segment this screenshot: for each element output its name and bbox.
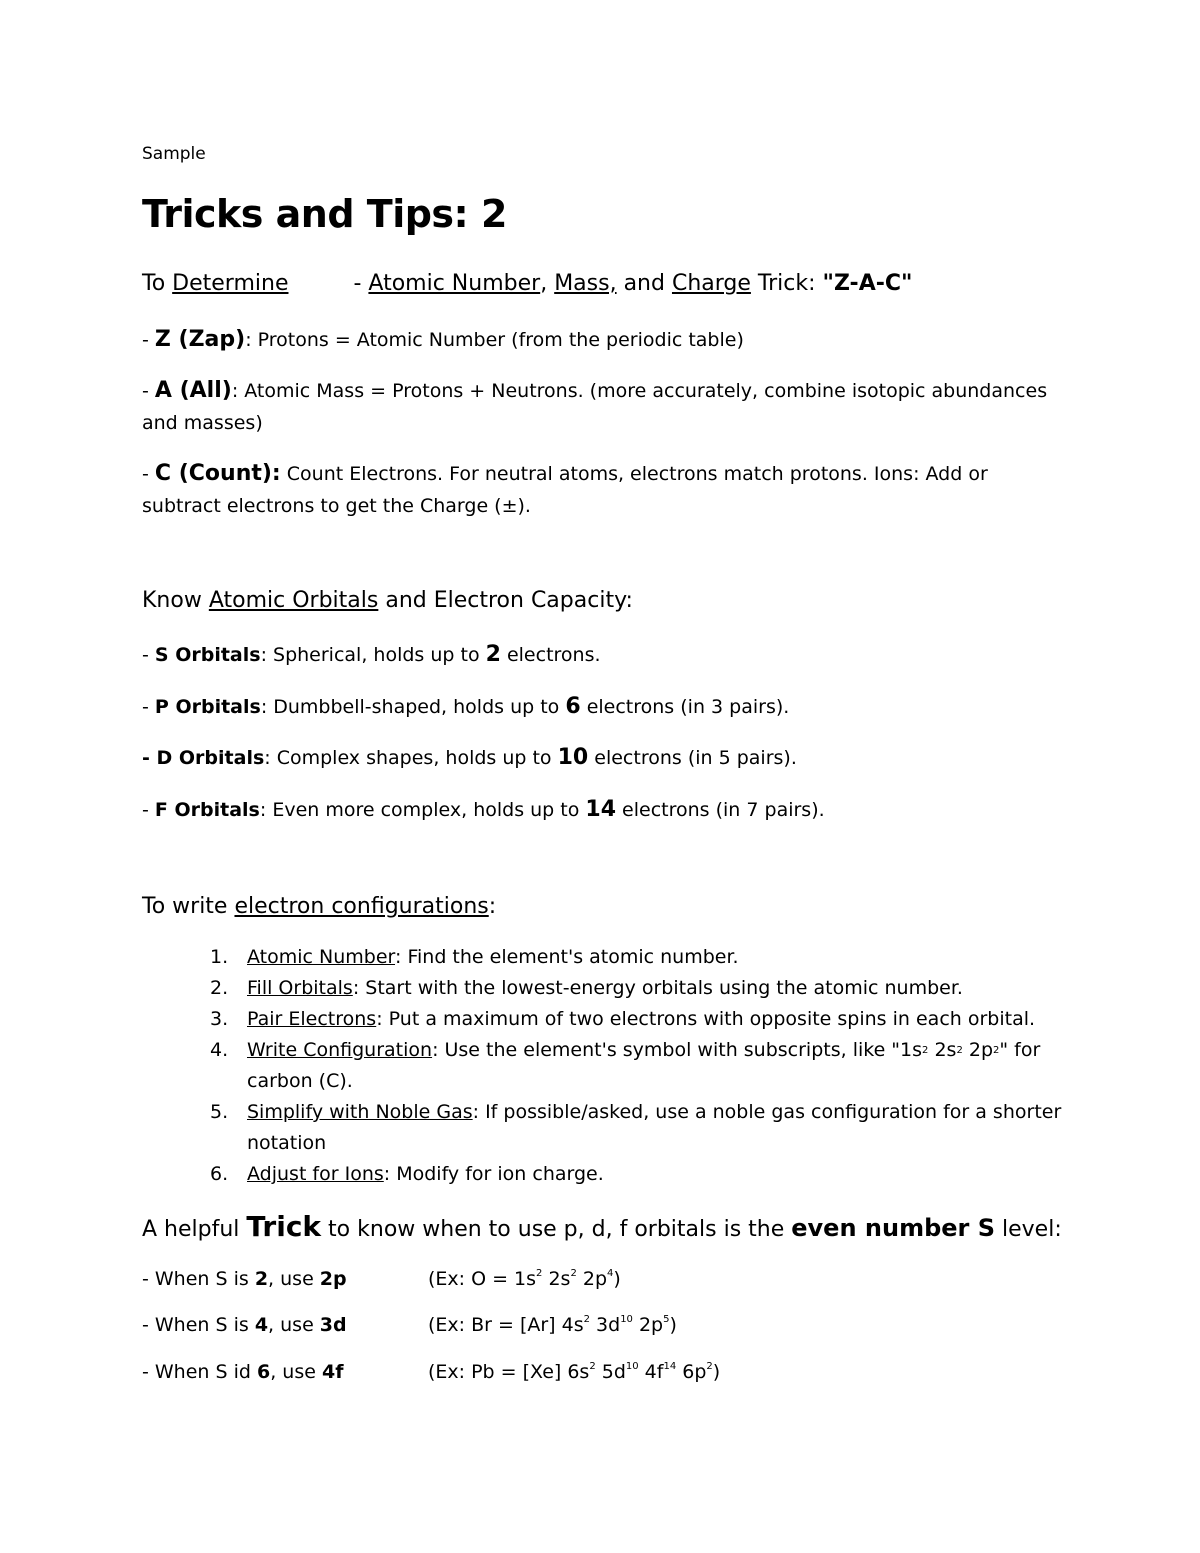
trick-heading <box>142 1210 1062 1243</box>
text-span: : Find the element's atomic number. <box>395 946 739 968</box>
text-span: electron configurations <box>234 894 489 919</box>
trick-row <box>142 1314 677 1336</box>
config-heading <box>142 894 496 919</box>
text-span: 1. <box>210 946 229 968</box>
text-span: 2p <box>632 1314 664 1336</box>
text-span: : Atomic Mass = Protons + Neutrons. (more accurately, combine isotopic abundances <box>231 380 1048 402</box>
text-span: : If possible/asked, use a noble gas configuration for a shorter notation <box>247 1101 1062 1154</box>
text-span: 2 <box>993 1045 1000 1056</box>
text-span: Adjust for Ions <box>247 1163 384 1185</box>
text-span: : Even more complex, holds up to <box>259 799 586 821</box>
orbital-item <box>142 691 789 723</box>
text-span: A (All) <box>154 378 232 403</box>
text-span: 6. <box>210 1163 229 1185</box>
text-span: to know when to use p, d, f orbitals is the <box>321 1217 792 1242</box>
text-span: : Start with the lowest-energy orbitals using the atomic number. <box>352 977 963 999</box>
config-steps-list <box>210 942 1080 1190</box>
text-span: - When S is <box>142 1314 255 1336</box>
text-span: 10 <box>620 1314 633 1325</box>
text-span: 2 <box>956 1045 963 1056</box>
text-span: 2. <box>210 977 229 999</box>
text-span: Trick: <box>750 271 823 296</box>
c-line-cont: subtract electrons to get the Charge (±). <box>142 495 531 517</box>
text-span: , <box>540 271 555 296</box>
a-line-cont: and masses) <box>142 412 263 434</box>
text-span: 6p <box>676 1361 707 1383</box>
text-span: To write <box>142 894 235 919</box>
text-span: " for carbon (C). <box>247 1039 1041 1092</box>
orbital-item <box>142 639 601 671</box>
text-span: Atomic Number <box>247 946 396 968</box>
text-span: , use <box>268 1314 320 1336</box>
text-span: (Ex: Pb = [Xe] 6s <box>428 1361 590 1383</box>
trick-example <box>428 1268 621 1290</box>
text-span: 2 <box>570 1268 577 1279</box>
text-span: 5d <box>595 1361 626 1383</box>
text-span: electrons (in 7 pairs). <box>616 799 825 821</box>
text-span: ) <box>712 1361 721 1383</box>
text-span: 4f <box>638 1361 664 1383</box>
text-span: 2s <box>928 1039 957 1061</box>
text-span: Z (Zap) <box>154 327 246 352</box>
text-span: F Orbitals <box>154 799 260 821</box>
z-line <box>142 324 744 356</box>
text-span: P Orbitals <box>154 696 261 718</box>
text-span: D Orbitals <box>156 747 265 769</box>
text-span: 4 <box>254 1314 269 1336</box>
text-span: 5 <box>663 1314 670 1325</box>
list-item <box>210 1035 1080 1097</box>
text-span: - <box>142 747 157 769</box>
text-span: 10 <box>625 1361 639 1372</box>
trick-row <box>142 1361 721 1383</box>
text-span: : Modify for ion charge. <box>383 1163 604 1185</box>
trick-example <box>428 1314 677 1336</box>
text-span: 2 <box>536 1268 543 1279</box>
text-span: 14 <box>663 1361 677 1372</box>
text-span: : Complex shapes, holds up to <box>264 747 558 769</box>
text-span: ) <box>669 1314 677 1336</box>
list-item <box>210 1004 1080 1035</box>
text-span: 3. <box>210 1008 229 1030</box>
text-span: 2 <box>922 1045 929 1056</box>
trick-row <box>142 1268 621 1290</box>
text-span: 2p <box>962 1039 994 1061</box>
text-span: Mass, <box>554 271 617 296</box>
text-span: : <box>488 894 497 919</box>
text-span: electrons (in 5 pairs). <box>588 747 797 769</box>
text-span: : Protons = Atomic Number (from the periodic table) <box>245 329 744 351</box>
sample-label: Sample <box>142 144 206 164</box>
text-span: and <box>616 271 672 296</box>
text-span: 3d <box>589 1314 621 1336</box>
text-span: : Dumbbell-shaped, holds up to <box>260 696 566 718</box>
list-item <box>210 942 1080 973</box>
text-span: Pair Electrons <box>247 1008 377 1030</box>
text-span: - When S id <box>142 1361 257 1383</box>
text-span: - <box>142 463 155 485</box>
text-span: Atomic Orbitals <box>208 588 379 613</box>
orbital-item <box>142 742 797 774</box>
text-span: 6 <box>256 1361 271 1383</box>
text-span: and Electron Capacity: <box>378 588 633 613</box>
text-span: - <box>142 799 155 821</box>
page-title: Tricks and Tips: 2 <box>142 192 507 236</box>
zac-heading <box>142 271 912 296</box>
text-span: 3d <box>319 1314 347 1336</box>
text-span: : Put a maximum of two electrons with opposite spins in each orbital. <box>376 1008 1036 1030</box>
text-span: electrons (in 3 pairs). <box>580 696 790 718</box>
text-span: S Orbitals <box>154 644 261 666</box>
text-span: 2 <box>254 1268 269 1290</box>
list-item <box>210 973 1080 1004</box>
text-span: - When S is <box>142 1268 255 1290</box>
text-span: 2p <box>576 1268 608 1290</box>
text-span: Atomic Number <box>368 271 541 296</box>
orbitals-heading <box>142 588 633 613</box>
orbital-item <box>142 794 825 826</box>
text-span: 2 <box>706 1361 713 1372</box>
text-span: 14 <box>585 797 617 822</box>
text-span: 2 <box>589 1361 596 1372</box>
text-span: - <box>142 329 155 351</box>
text-span: - <box>346 271 369 296</box>
text-span: : Use the element's symbol with subscripts, like "1s <box>432 1039 923 1061</box>
text-span: - <box>142 696 155 718</box>
text-span: : Spherical, holds up to <box>260 644 486 666</box>
text-span: Trick <box>246 1210 322 1243</box>
list-item <box>210 1159 1080 1190</box>
text-span: 2 <box>583 1314 590 1325</box>
text-span: 2p <box>319 1268 347 1290</box>
text-span: ) <box>613 1268 621 1290</box>
a-line <box>142 375 1047 407</box>
text-span: To <box>142 271 173 296</box>
text-span: 6 <box>565 694 581 719</box>
text-span: Know <box>142 588 209 613</box>
text-span: C (Count): <box>154 461 281 486</box>
text-span: 5. <box>210 1101 229 1123</box>
c-line <box>142 458 988 490</box>
text-span: 4f <box>321 1361 344 1383</box>
text-span: , use <box>270 1361 322 1383</box>
zac-code: "Z-A-C" <box>822 271 913 296</box>
text-span: 2 <box>485 642 501 667</box>
text-span: - <box>142 380 155 402</box>
text-span: electrons. <box>500 644 601 666</box>
text-span: 10 <box>557 745 589 770</box>
text-span: Count Electrons. For neutral atoms, electrons match protons. Ions: Add or <box>280 463 988 485</box>
text-span: 4. <box>210 1039 229 1061</box>
text-span: Write Configuration <box>247 1039 433 1061</box>
text-span: (Ex: Br = [Ar] 4s <box>428 1314 584 1336</box>
text-span: (Ex: O = 1s <box>428 1268 537 1290</box>
text-span: Simplify with Noble Gas <box>247 1101 473 1123</box>
text-span: 2s <box>542 1268 571 1290</box>
text-span: , use <box>268 1268 320 1290</box>
text-span: A helpful <box>142 1217 247 1242</box>
list-item <box>210 1097 1080 1159</box>
determine-link: Determine <box>172 271 289 296</box>
text-span: 4 <box>607 1268 614 1279</box>
text-span: - <box>142 644 155 666</box>
text-span: Fill Orbitals <box>247 977 353 999</box>
text-span: level: <box>995 1217 1062 1242</box>
trick-example <box>428 1361 720 1383</box>
text-span: even number S <box>791 1214 996 1242</box>
text-span: Charge <box>671 271 751 296</box>
